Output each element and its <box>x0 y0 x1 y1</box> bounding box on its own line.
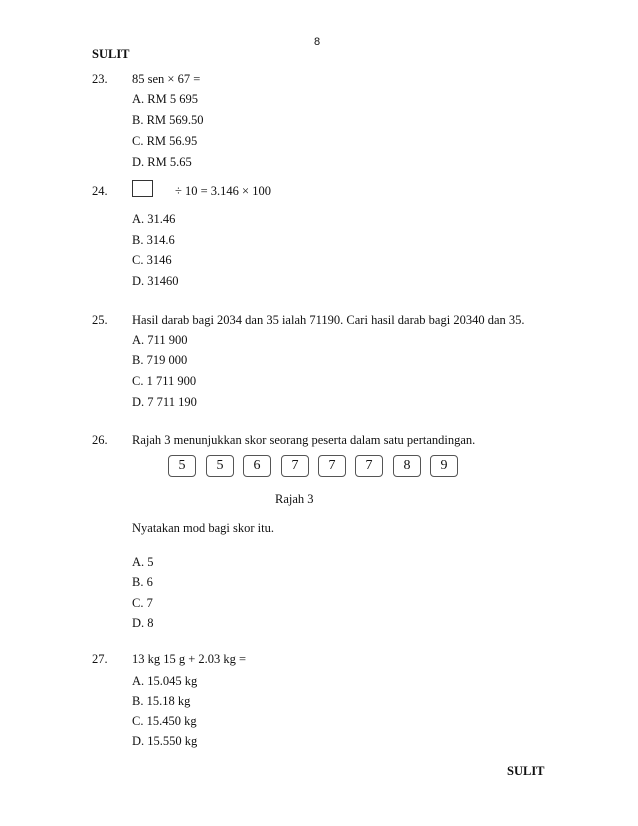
question-number: 26. <box>92 433 108 447</box>
option-c: C. 1 711 900 <box>132 374 197 388</box>
option-b: B. RM 569.50 <box>132 113 204 127</box>
page-number: 8 <box>314 36 321 48</box>
question-text: Hasil darab bagi 2034 dan 35 ialah 71190. Cari hasil darab bagi 20340 dan 35. <box>132 313 525 327</box>
option-a: A. 5 <box>132 555 154 569</box>
option-b: B. 6 <box>132 575 153 589</box>
score-box: 8 <box>393 455 421 477</box>
question-number: 24. <box>92 184 108 198</box>
question-text: 85 sen × 67 = <box>132 72 201 86</box>
option-b: B. 314.6 <box>132 233 175 247</box>
footer-label: SULIT <box>507 764 545 778</box>
option-c: C. 3146 <box>132 253 172 267</box>
question-prompt: Nyatakan mod bagi skor itu. <box>132 521 274 535</box>
score-box: 7 <box>281 455 309 477</box>
question-number: 27. <box>92 652 108 666</box>
option-c: C. RM 56.95 <box>132 134 198 148</box>
option-a: A. 15.045 kg <box>132 674 198 688</box>
header-label: SULIT <box>92 47 130 61</box>
question-text: ÷ 10 = 3.146 × 100 <box>175 184 271 198</box>
option-b: B. 15.18 kg <box>132 694 191 708</box>
question-text: Rajah 3 menunjukkan skor seorang peserta dalam satu pertandingan. <box>132 433 476 447</box>
score-box: 5 <box>206 455 234 477</box>
question-number: 23. <box>92 72 108 86</box>
score-box: 7 <box>318 455 346 477</box>
option-d: D. RM 5.65 <box>132 155 192 169</box>
figure-caption: Rajah 3 <box>275 492 314 506</box>
question-text: 13 kg 15 g + 2.03 kg = <box>132 652 247 666</box>
option-d: D. 8 <box>132 616 154 630</box>
option-c: C. 7 <box>132 596 153 610</box>
option-a: A. RM 5 695 <box>132 92 198 106</box>
score-box: 6 <box>243 455 271 477</box>
score-box: 9 <box>430 455 458 477</box>
option-a: A. 711 900 <box>132 333 188 347</box>
option-d: D. 7 711 190 <box>132 395 197 409</box>
option-b: B. 719 000 <box>132 353 188 367</box>
blank-answer-box <box>132 180 153 197</box>
option-c: C. 15.450 kg <box>132 714 197 728</box>
score-box: 5 <box>168 455 196 477</box>
score-box: 7 <box>355 455 383 477</box>
option-d: D. 15.550 kg <box>132 734 198 748</box>
option-a: A. 31.46 <box>132 212 176 226</box>
option-d: D. 31460 <box>132 274 179 288</box>
question-number: 25. <box>92 313 108 327</box>
